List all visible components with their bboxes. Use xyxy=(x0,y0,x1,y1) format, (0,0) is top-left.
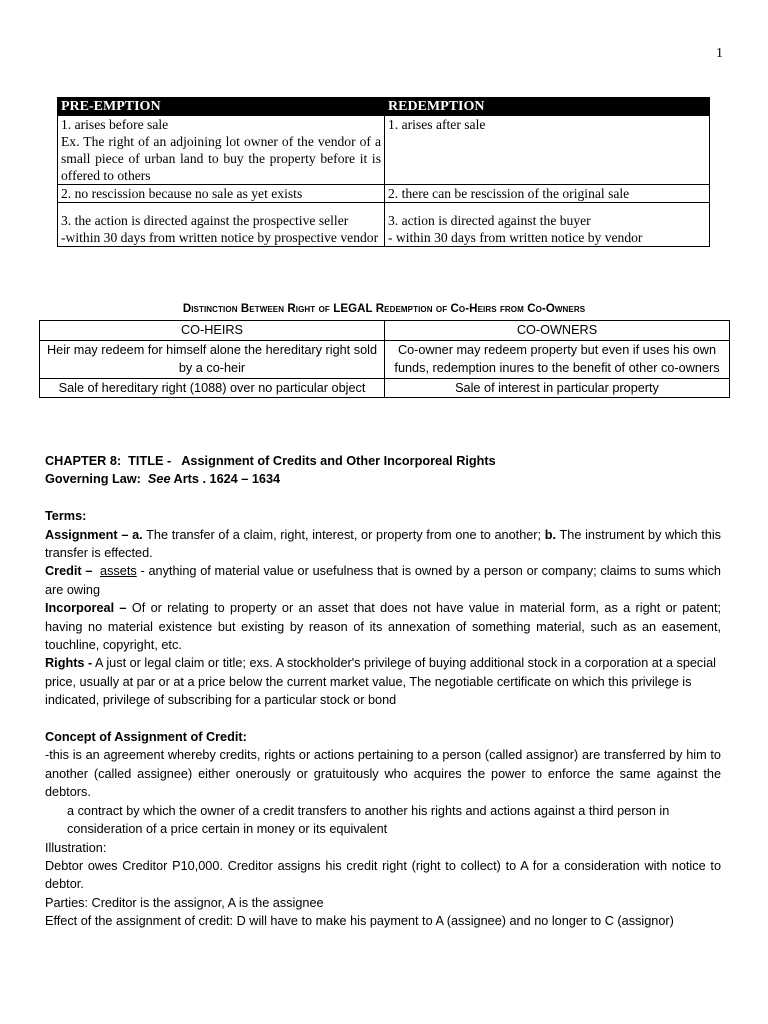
page-number: 1 xyxy=(716,46,723,61)
illustration-effect: Effect of the assignment of credit: D will have to make his payment to A (assignee) and no longer to C (assignor) xyxy=(45,914,674,929)
distinction-title-text: Distinction Between Right of LEGAL Redemption of Co-Heirs from Co-Owners xyxy=(182,303,586,315)
term-text: The transfer of a claim, right, interest, or property from one to another; xyxy=(142,527,545,542)
table-row xyxy=(58,116,710,185)
governing-law-label: Governing Law: xyxy=(45,472,148,487)
header-redemption: REDEMPTION xyxy=(385,98,710,116)
bullet-text: a contract by which the owner of a credit transfers to another his rights and actions against a third person in consideration of a price certain in money or its equivalent xyxy=(67,803,670,837)
table-row xyxy=(40,340,730,378)
header-coowners: CO-OWNERS xyxy=(385,321,730,341)
table-header-row xyxy=(58,98,710,116)
table-row xyxy=(40,378,730,398)
governing-law-articles: Arts . 1624 – 1634 xyxy=(170,472,281,487)
distinction-title xyxy=(0,303,768,315)
cell-line: -within 30 days from written notice by prospective vendor xyxy=(61,230,379,245)
table-cell xyxy=(58,203,385,247)
governing-law-see: See xyxy=(147,472,171,487)
table-row xyxy=(58,203,710,247)
table-header-row xyxy=(40,321,730,341)
header-coheirs: CO-HEIRS xyxy=(40,321,385,341)
term-label: Credit – xyxy=(45,564,93,579)
table-cell: Sale of interest in particular property xyxy=(385,378,730,398)
cell-line: 1. arises after sale xyxy=(388,117,486,132)
illustration-label: Illustration: xyxy=(45,840,107,855)
term-label: Assignment – xyxy=(45,527,129,542)
cell-line: 3. the action is directed against the prospective seller xyxy=(61,213,349,228)
table-cell xyxy=(385,116,710,185)
term-credit xyxy=(45,562,721,599)
table-cell xyxy=(58,185,385,203)
term-text: The instrument by which this transfer is effected. xyxy=(45,527,722,561)
preemption-redemption-table xyxy=(57,97,710,247)
cell-line: - within 30 days from written notice by vendor xyxy=(388,230,643,245)
table-cell: Heir may redeem for himself alone the hereditary right sold by a co-heir xyxy=(40,340,385,378)
table-cell: Sale of hereditary right (1088) over no particular object xyxy=(40,378,385,398)
term-rights xyxy=(45,654,721,709)
term-assignment xyxy=(45,526,721,563)
term-label: Rights - xyxy=(45,656,93,671)
table-cell: Co-owner may redeem property but even if uses his own funds, redemption inures to the benefit of other co-owners xyxy=(385,340,730,378)
concept-paragraph: -this is an agreement whereby credits, rights or actions pertaining to a person (called assignor) are transferred by him to another (called assignee) either onerously or gratuitously who acquires the power to enforce the same against the debtors. xyxy=(45,748,721,800)
illustration-debtor: Debtor owes Creditor P10,000. Creditor assigns his credit right (right to collect) to A for a consideration with notice to debtor. xyxy=(45,858,721,892)
table-cell xyxy=(385,203,710,247)
term-text: Of or relating to property or an asset that does not have value in material form, as a right or patent; having no material existence but existing by reason of its annexation of something material, such as an easement, touchline, copyright, etc. xyxy=(45,601,721,653)
document-body xyxy=(45,452,721,931)
illustration-parties: Parties: Creditor is the assignor, A is the assignee xyxy=(45,895,324,910)
chapter-title: CHAPTER 8: TITLE - Assignment of Credits and Other Incorporeal Rights xyxy=(45,454,496,468)
table-cell xyxy=(385,185,710,203)
governing-law xyxy=(45,470,721,488)
term-marker: b. xyxy=(544,527,557,542)
cell-line: Ex. The right of an adjoining lot owner of the vendor of a small piece of urban land to buy the property before it is offered to others xyxy=(61,134,381,183)
table-row xyxy=(58,185,710,203)
term-text: A just or legal claim or title; exs. A stockholder's privilege of buying additional stock in a corporation at a special price, usually at par or at a price below the current market value, The negotiable certificate on which this privilege is indicated, privilege of subscribing for a particular stock or bond xyxy=(45,656,716,708)
cell-line: 2. no rescission because no sale as yet exists xyxy=(61,186,303,201)
term-marker: a. xyxy=(128,527,143,542)
cell-line: 1. arises before sale xyxy=(61,117,169,132)
header-preemption: PRE-EMPTION xyxy=(58,98,385,116)
assets-link[interactable]: assets xyxy=(100,564,137,579)
term-label: Incorporeal – xyxy=(45,601,127,616)
term-incorporeal xyxy=(45,599,721,654)
cell-line: 2. there can be rescission of the original sale xyxy=(388,186,630,201)
terms-heading: Terms: xyxy=(45,509,87,524)
term-text: - anything of material value or usefulness that is owned by a person or company; claims to sums which are owing xyxy=(45,564,721,597)
cell-line: 3. action is directed against the buyer xyxy=(388,213,591,228)
list-item xyxy=(45,802,721,839)
coheirs-coowners-table xyxy=(39,320,730,398)
concept-heading: Concept of Assignment of Credit: xyxy=(45,730,247,745)
table-cell xyxy=(58,116,385,185)
